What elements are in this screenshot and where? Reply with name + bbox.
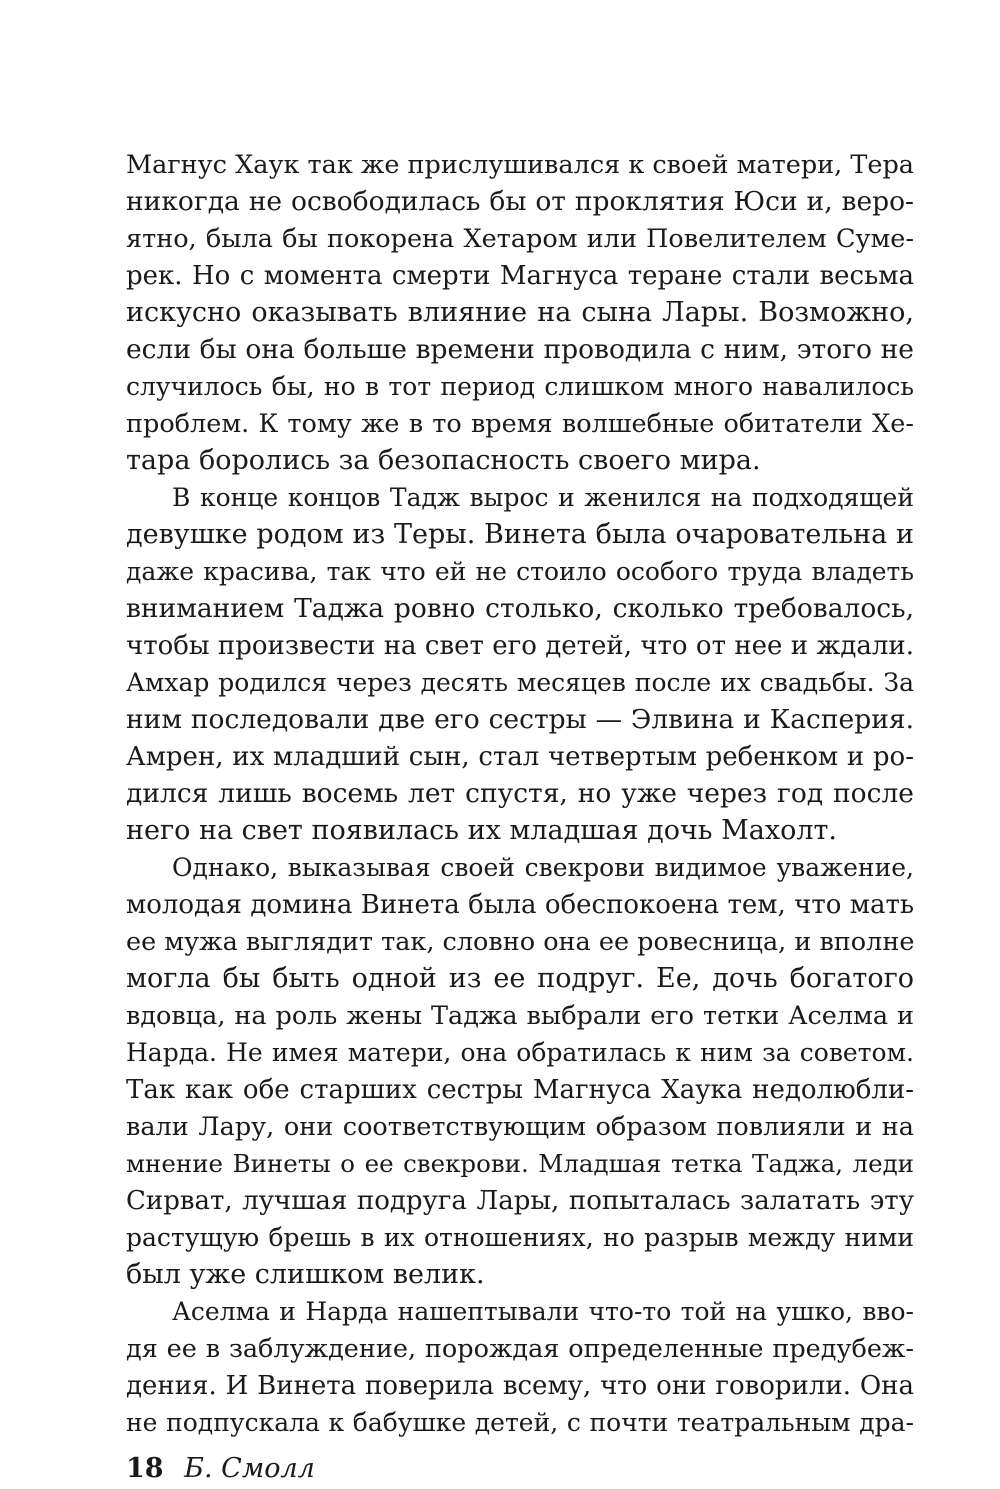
- text-line: дения. И Винета поверила всему, что они говорили. Она: [126, 1371, 914, 1401]
- text-line: был уже слишком велик.: [126, 1259, 485, 1290]
- text-line: молодая домина Винета была обеспокоена тем, что мать: [126, 890, 914, 920]
- text-line: вниманием Таджа ровно столько, сколько требовалось,: [126, 593, 914, 624]
- text-line: Амрен, их младший сын, стал четвертым ребенком и ро-: [126, 742, 914, 772]
- page-footer: [126, 1452, 315, 1486]
- text-line: рек. Но с момента смерти Магнуса теране стали весьма: [126, 261, 914, 291]
- text-line: ним последовали две его сестры — Элвина и Касперия.: [126, 704, 914, 735]
- text-line: могла бы быть одной из ее подруг. Ее, дочь богатого: [126, 963, 914, 994]
- text-line: Сирват, лучшая подруга Лары, попыталась залатать эту: [126, 1186, 914, 1216]
- text-line: Так как обе старших сестры Магнуса Хаука недолюбли-: [126, 1075, 914, 1105]
- text-line: мнение Винеты о ее свекрови. Младшая тетка Таджа, леди: [126, 1149, 914, 1178]
- page-number: 18: [126, 1453, 164, 1484]
- text-line: никогда не освободилась бы от проклятия Юси и, веро-: [126, 186, 914, 217]
- text-line: В конце концов Тадж вырос и женился на подходящей: [172, 483, 914, 512]
- text-line: Амхар родился через десять месяцев после их свадьбы. За: [126, 668, 914, 697]
- text-line: ее мужа выглядит так, словно она ее ровесница, и вполне: [126, 927, 915, 957]
- text-line: Нарда. Не имея матери, она обратилась к ним за советом.: [126, 1038, 914, 1067]
- text-line: растущую брешь в их отношениях, но разрыв между ними: [126, 1223, 914, 1252]
- text-line: Магнус Хаук так же прислушивался к своей матери, Тера: [126, 150, 914, 180]
- text-line: ятно, была бы покорена Хетаром или Повелителем Суме-: [126, 224, 914, 254]
- text-line: если бы она больше времени проводила с ним, этого не: [126, 334, 914, 365]
- text-line: дился лишь восемь лет спустя, но уже через год после: [126, 778, 914, 809]
- text-line: вали Лару, они соответствующим образом повлияли и на: [126, 1112, 914, 1142]
- text-line: девушке родом из Теры. Винета была очаровательна и: [126, 519, 914, 550]
- text-line: дя ее в заблуждение, порождая определенные предубеж-: [126, 1334, 914, 1364]
- text-line: него на свет появилась их младшая дочь Махолт.: [126, 815, 837, 846]
- text-line: даже красива, так что ей не стоило особого труда владеть: [126, 557, 914, 586]
- text-line: проблем. К тому же в то время волшебные обитатели Хе-: [126, 409, 914, 439]
- text-line: вдовца, на роль жены Таджа выбрали его тетки Аселма и: [126, 1001, 914, 1031]
- text-line: Однако, выказывая своей свекрови видимое уважение,: [172, 853, 914, 882]
- text-line: не подпускала к бабушке детей, с почти театральным дра-: [126, 1408, 914, 1437]
- text-line: чтобы произвести на свет его детей, что от нее и ждали.: [126, 631, 914, 661]
- text-line: случилось бы, но в тот период слишком много навалилось: [126, 372, 914, 401]
- text-line: Аселма и Нарда нашептывали что-то той на ушко, вво-: [172, 1297, 914, 1326]
- text-line: тара боролись за безопасность своего мира.: [126, 445, 761, 476]
- running-author: Б. Смолл: [184, 1453, 315, 1484]
- text-line: искусно оказывать влияние на сына Лары. Возможно,: [126, 297, 914, 328]
